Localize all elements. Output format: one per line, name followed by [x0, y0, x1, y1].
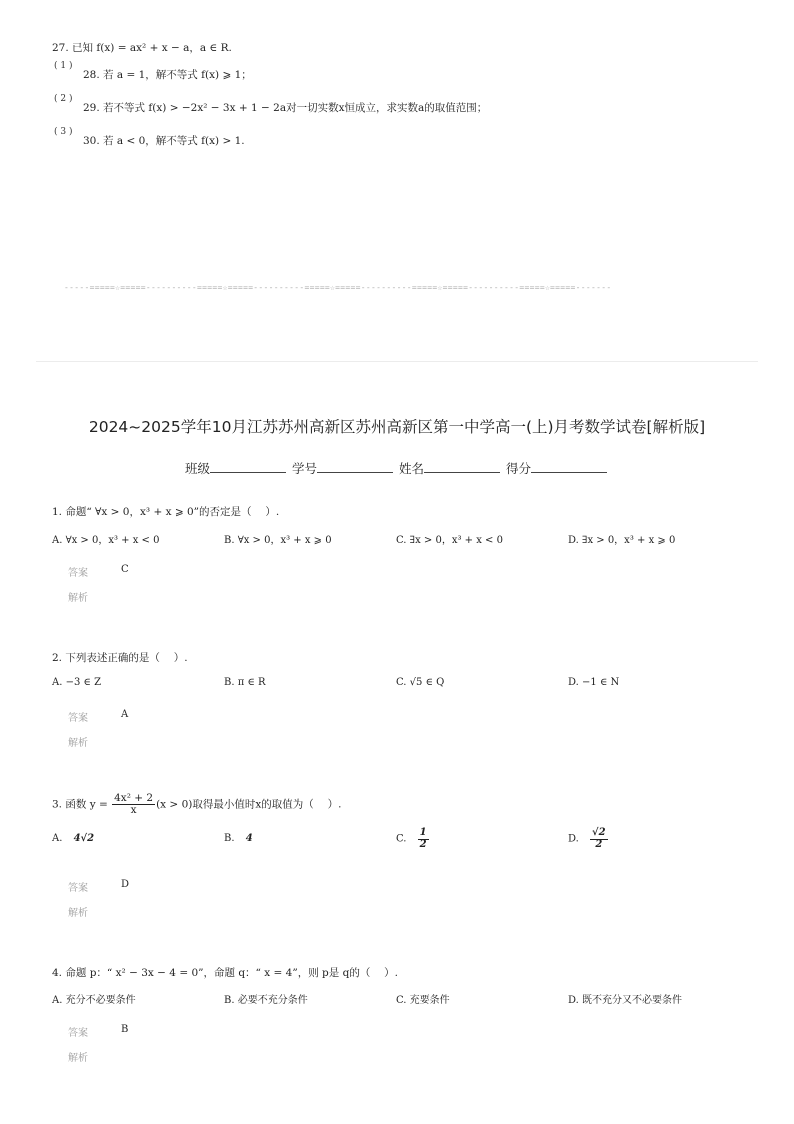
q4-answer-value: B — [121, 1024, 129, 1035]
q3-fraction-numerator: 4x² + 2 — [114, 792, 154, 804]
q1-stem: 1. 命题“ ∀x > 0，x³ + x ⩾ 0”的否定是（ ）. — [52, 506, 280, 518]
q4-option-d: D. 既不充分又不必要条件 — [568, 995, 683, 1006]
q1-option-b: B. ∀x > 0，x³ + x ⩾ 0 — [224, 535, 332, 546]
q4-option-b: B. 必要不充分条件 — [224, 995, 308, 1006]
field-score-blank — [531, 460, 607, 473]
field-score-label: 得分 — [505, 461, 531, 476]
q3-option-b — [224, 833, 253, 844]
q3-stem-suffix: (x > 0)取得最小值时x的取值为（ ）. — [156, 798, 342, 811]
q2-answer-label: 答案 — [68, 713, 88, 724]
problem-27-stem: 27. 已知 f(x) = ax² + x − a，a ∈ R. — [52, 42, 232, 54]
q1-answer-label: 答案 — [68, 568, 88, 579]
q3-option-a — [52, 833, 94, 844]
q3-stem — [52, 793, 341, 816]
q3-option-d — [568, 828, 609, 850]
q2-option-c: C. √5 ∈ Q — [396, 677, 445, 688]
q3-option-a-value: 4√2 — [73, 833, 95, 844]
field-name-label: 姓名 — [398, 461, 424, 476]
q3-option-c — [396, 828, 430, 850]
q3-fraction-denominator: x — [130, 804, 137, 817]
q3-option-d-denominator: 2 — [595, 838, 603, 850]
part-marker-2: ( 2 ) — [54, 94, 73, 104]
q2-option-d: D. −1 ∈ N — [568, 677, 620, 688]
q3-fraction — [112, 793, 155, 816]
q3-option-c-label: C. — [396, 833, 407, 845]
q2-option-a: A. −3 ∈ Z — [52, 677, 102, 688]
page-separator — [36, 361, 758, 362]
field-id-blank — [317, 460, 393, 473]
part-marker-1: ( 1 ) — [54, 61, 73, 71]
q2-option-b: B. π ∈ R — [224, 677, 266, 688]
q3-option-b-label: B. — [224, 833, 235, 844]
problem-29-text: 29. 若不等式 f(x) > −2x² − 3x + 1 − 2a对一切实数x恒成立，求实数a的取值范围； — [83, 102, 488, 114]
q3-answer-value: D — [121, 879, 130, 890]
q3-option-a-label: A. — [52, 833, 63, 844]
q3-option-c-numerator: 1 — [419, 827, 427, 838]
q1-answer-value: C — [121, 564, 129, 575]
star-divider: -----=====☆=====----------=====☆=====----------=====☆=====----------=====☆=====----------=====☆=====------- — [64, 283, 612, 292]
exam-title: 2024~2025学年10月江苏苏州高新区苏州高新区第一中学高一(上)月考数学试卷[解析版] — [88, 418, 706, 436]
field-id-label: 学号 — [291, 461, 317, 476]
problem-30-text: 30. 若 a < 0，解不等式 f(x) > 1. — [83, 135, 245, 147]
q3-option-d-numerator: √2 — [592, 827, 606, 838]
q3-option-b-value: 4 — [245, 833, 253, 844]
q4-option-a: A. 充分不必要条件 — [52, 995, 136, 1006]
q4-option-c: C. 充要条件 — [396, 995, 450, 1006]
q3-option-d-label: D. — [568, 833, 579, 845]
q1-option-a: A. ∀x > 0，x³ + x < 0 — [52, 535, 160, 546]
q1-option-d: D. ∃x > 0，x³ + x ⩾ 0 — [568, 535, 676, 546]
q3-option-c-fraction — [418, 828, 429, 850]
q3-stem-prefix: 3. 函数 y = — [52, 798, 108, 811]
q1-analysis-label: 解析 — [68, 593, 88, 604]
q2-answer-value: A — [121, 709, 129, 720]
field-class-blank — [210, 460, 286, 473]
q2-stem: 2. 下列表述正确的是（ ）. — [52, 652, 188, 664]
problem-28-text: 28. 若 a = 1，解不等式 f(x) ⩾ 1； — [83, 69, 252, 81]
field-class-label: 班级 — [184, 461, 210, 476]
student-info-fields — [0, 459, 794, 477]
q1-option-c: C. ∃x > 0，x³ + x < 0 — [396, 535, 503, 546]
q4-stem: 4. 命题 p：“ x² − 3x − 4 = 0”，命题 q：“ x = 4”，则 p是 q的（ ）. — [52, 967, 399, 979]
q4-answer-label: 答案 — [68, 1028, 88, 1039]
q3-analysis-label: 解析 — [68, 908, 88, 919]
q3-answer-label: 答案 — [68, 883, 88, 894]
q2-analysis-label: 解析 — [68, 738, 88, 749]
field-name-blank — [424, 460, 500, 473]
q3-option-d-fraction — [590, 828, 608, 850]
q3-option-c-denominator: 2 — [419, 838, 427, 850]
part-marker-3: ( 3 ) — [54, 127, 73, 137]
q4-analysis-label: 解析 — [68, 1053, 88, 1064]
